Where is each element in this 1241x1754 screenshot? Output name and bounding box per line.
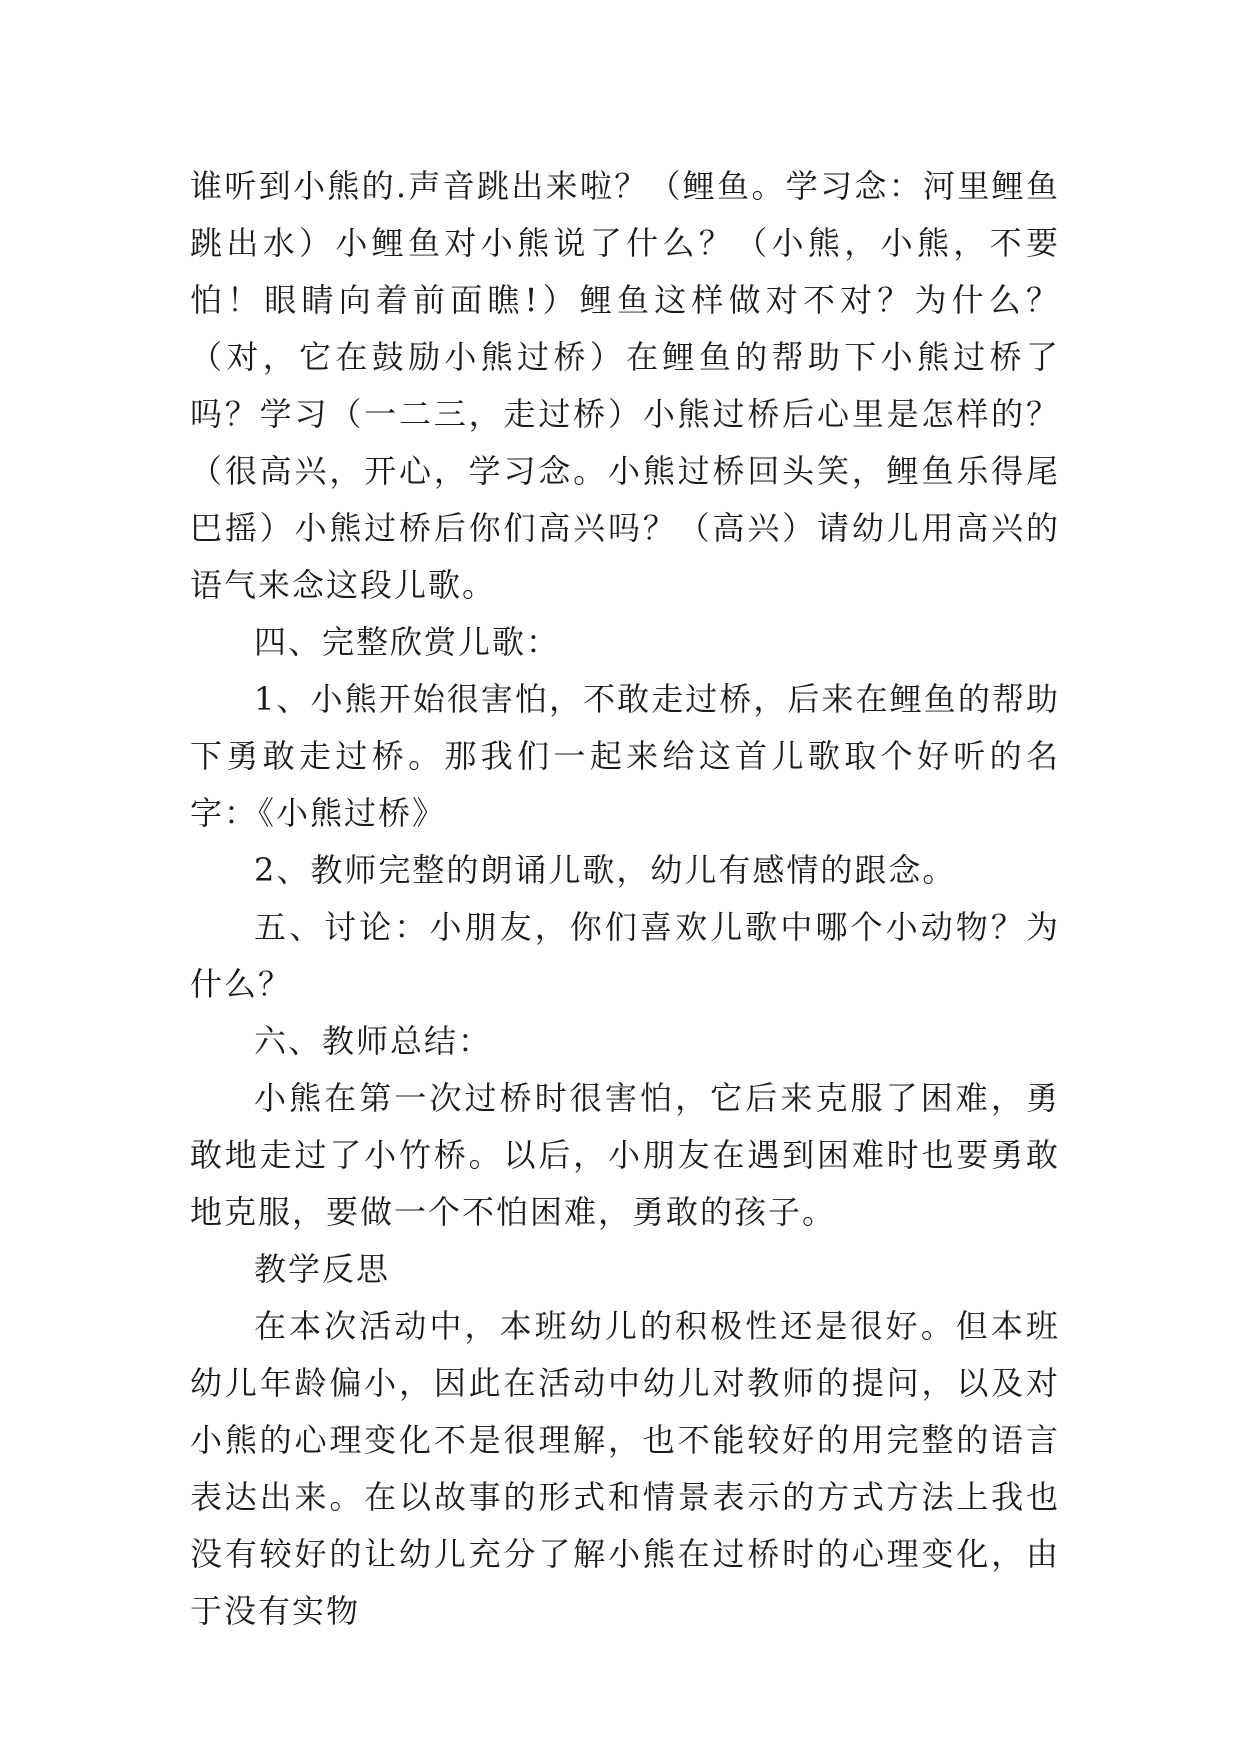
section-heading-appreciate: 四、完整欣赏儿歌：: [254, 623, 561, 661]
document-body: [190, 158, 1060, 1640]
paragraph-reflection: 在本次活动中，本班幼儿的积极性还是很好。但本班幼儿年龄偏小，因此在活动中幼儿对教师的提问，以及对小熊的心理变化不是很理解，也不能较好的用完整的语言表达出来。在以故事的形式和情景表示的方式方法上我也没有较好的让幼儿充分了解小熊在过桥时的心理变化，由于没有实物: [190, 1307, 1060, 1630]
section-heading-summary: 六、教师总结：: [254, 1022, 493, 1060]
paragraph-summary: 小熊在第一次过桥时很害怕，它后来克服了困难，勇敢地走过了小竹桥。以后，小朋友在遇到困难时也要勇敢地克服，要做一个不怕困难，勇敢的孩子。: [190, 1079, 1060, 1231]
paragraph-continuation: 谁听到小熊的.声音跳出来啦？（鲤鱼。学习念：河里鲤鱼跳出水）小鲤鱼对小熊说了什么？（小熊，小熊，不要怕！眼睛向着前面瞧!）鲤鱼这样做对不对？为什么？（对，它在鼓励小熊过桥）在鲤鱼的帮助下小熊过桥了吗？学习（一二三，走过桥）小熊过桥后心里是怎样的？（很高兴，开心，学习念。小熊过桥回头笑，鲤鱼乐得尾巴摇）小熊过桥后你们高兴吗？（高兴）请幼儿用高兴的语气来念这段儿歌。: [190, 167, 1060, 604]
section-heading-reflection: 教学反思: [254, 1250, 391, 1288]
paragraph-step-1: 1、小熊开始很害怕，不敢走过桥，后来在鲤鱼的帮助下勇敢走过桥。那我们一起来给这首儿歌取个好听的名字：《小熊过桥》: [190, 680, 1060, 832]
section-heading-discussion: 五、讨论：小朋友，你们喜欢儿歌中哪个小动物？为什么？: [190, 908, 1060, 1003]
paragraph-step-2: 2、教师完整的朗诵儿歌，幼儿有感情的跟念。: [254, 851, 957, 889]
